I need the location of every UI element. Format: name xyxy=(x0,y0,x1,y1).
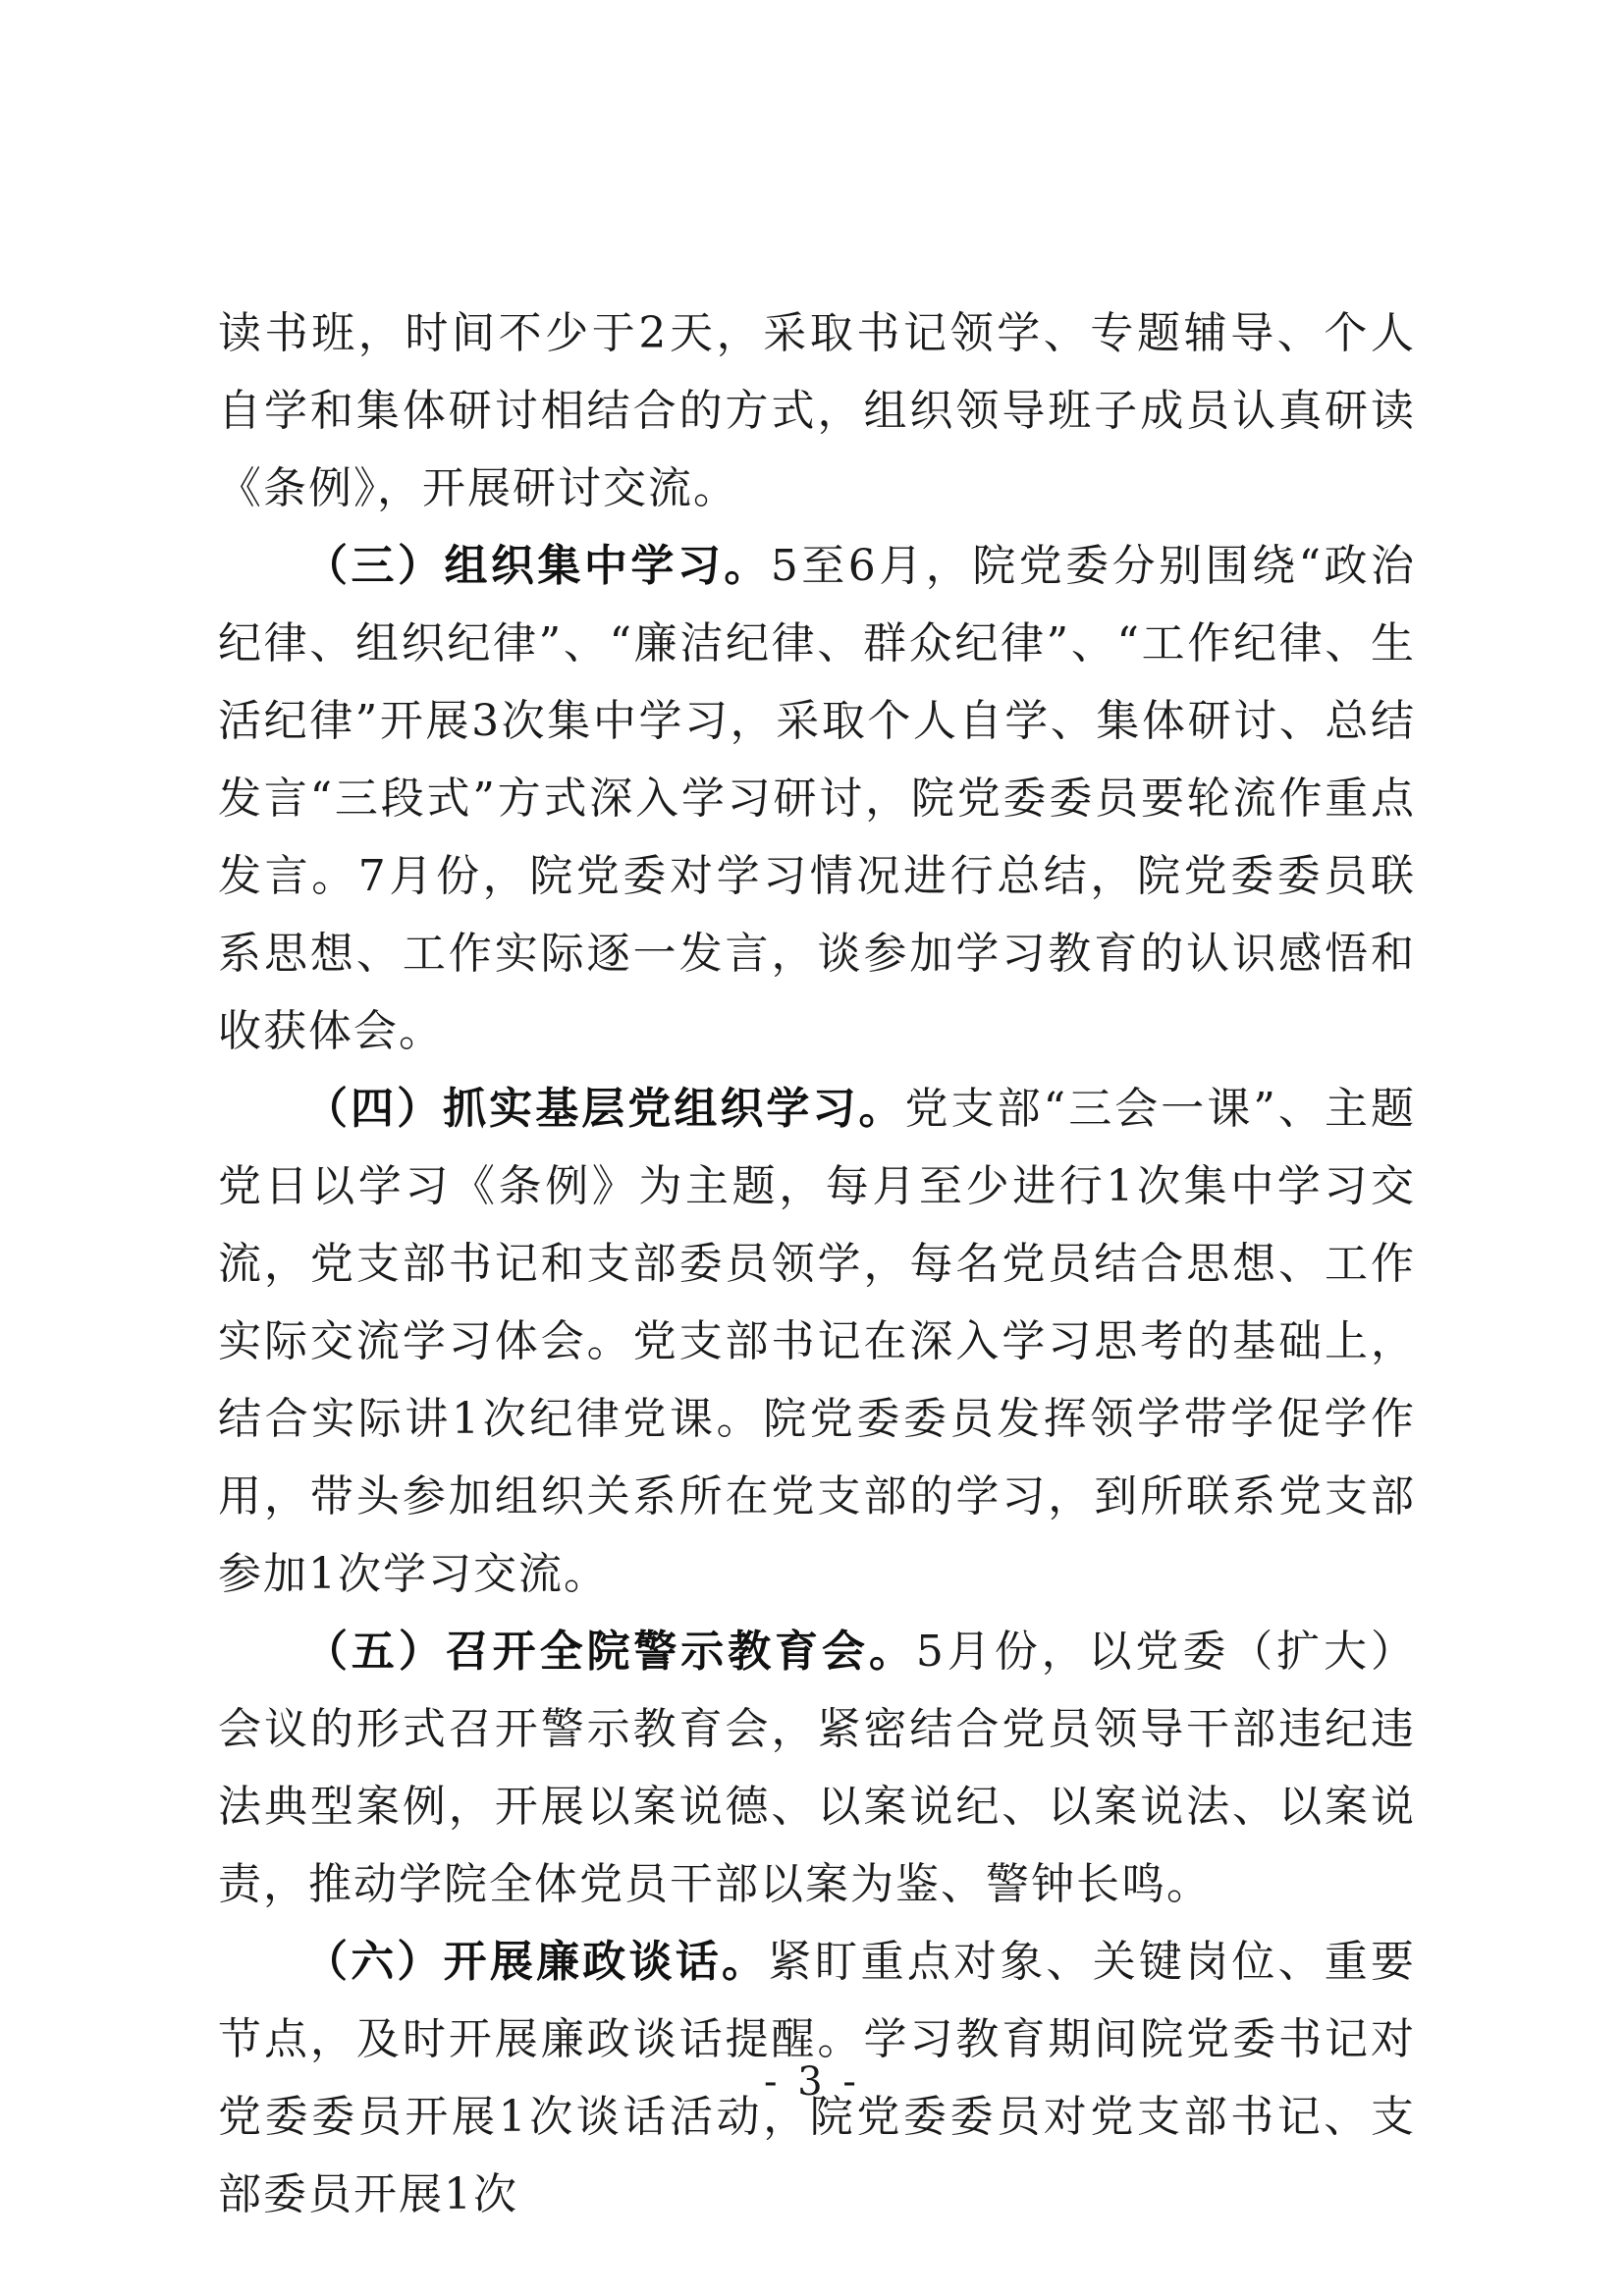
paragraph-text: 紧盯重点对象、关键岗位、重要节点，及时开展廉政谈话提醒。学习教育期间院党委书记对党委委员开展1次谈话活动，院党委委员对党支部书记、支部委员开展1次 xyxy=(218,1937,1417,2219)
paragraph-continuation xyxy=(218,294,1416,527)
paragraph-text: 读书班，时间不少于2天，采取书记领学、专题辅导、个人自学和集体研讨相结合的方式，组织领导班子成员认真研读《条例》，开展研讨交流。 xyxy=(218,308,1416,513)
paragraph-grassroots-study xyxy=(218,1070,1416,1613)
paragraph-text: 党支部“三会一课”、主题党日以学习《条例》为主题，每月至少进行1次集中学习交流，党支部书记和支部委员领学，每名党员结合思想、工作实际交流学习体会。党支部书记在深入学习思考的基础上，结合实际讲1次纪律党课。院党委委员发挥领学带学促学作用，带头参加组织关系所在党支部的学习，到所联系党支部参加1次学习交流。 xyxy=(218,1084,1416,1599)
paragraph-warning-education xyxy=(218,1613,1416,1923)
document-body xyxy=(218,294,1416,2233)
paragraph-organize-centralized-study xyxy=(218,527,1416,1070)
section-heading: （五）召开全院警示教育会。 xyxy=(304,1627,916,1677)
section-heading: （三）组织集中学习。 xyxy=(304,541,771,591)
paragraph-text: 5月份，以党委（扩大）会议的形式召开警示教育会，紧密结合党员领导干部违纪违法典型案例，开展以案说德、以案说纪、以案说法、以案说责，推动学院全体党员干部以案为鉴、警钟长鸣。 xyxy=(218,1627,1416,1909)
section-heading: （四）抓实基层党组织学习。 xyxy=(304,1084,905,1134)
paragraph-text: 5至6月，院党委分别围绕“政治纪律、组织纪律”、“廉洁纪律、群众纪律”、“工作纪律、生活纪律”开展3次集中学习，采取个人自学、集体研讨、总结发言“三段式”方式深入学习研讨，院党委委员要轮流作重点发言。7月份，院党委对学习情况进行总结，院党委委员联系思想、工作实际逐一发言，谈参加学习教育的认识感悟和收获体会。 xyxy=(218,541,1417,1056)
page-number: - 3 - xyxy=(764,2059,860,2105)
section-heading: （六）开展廉政谈话。 xyxy=(304,1937,769,1987)
